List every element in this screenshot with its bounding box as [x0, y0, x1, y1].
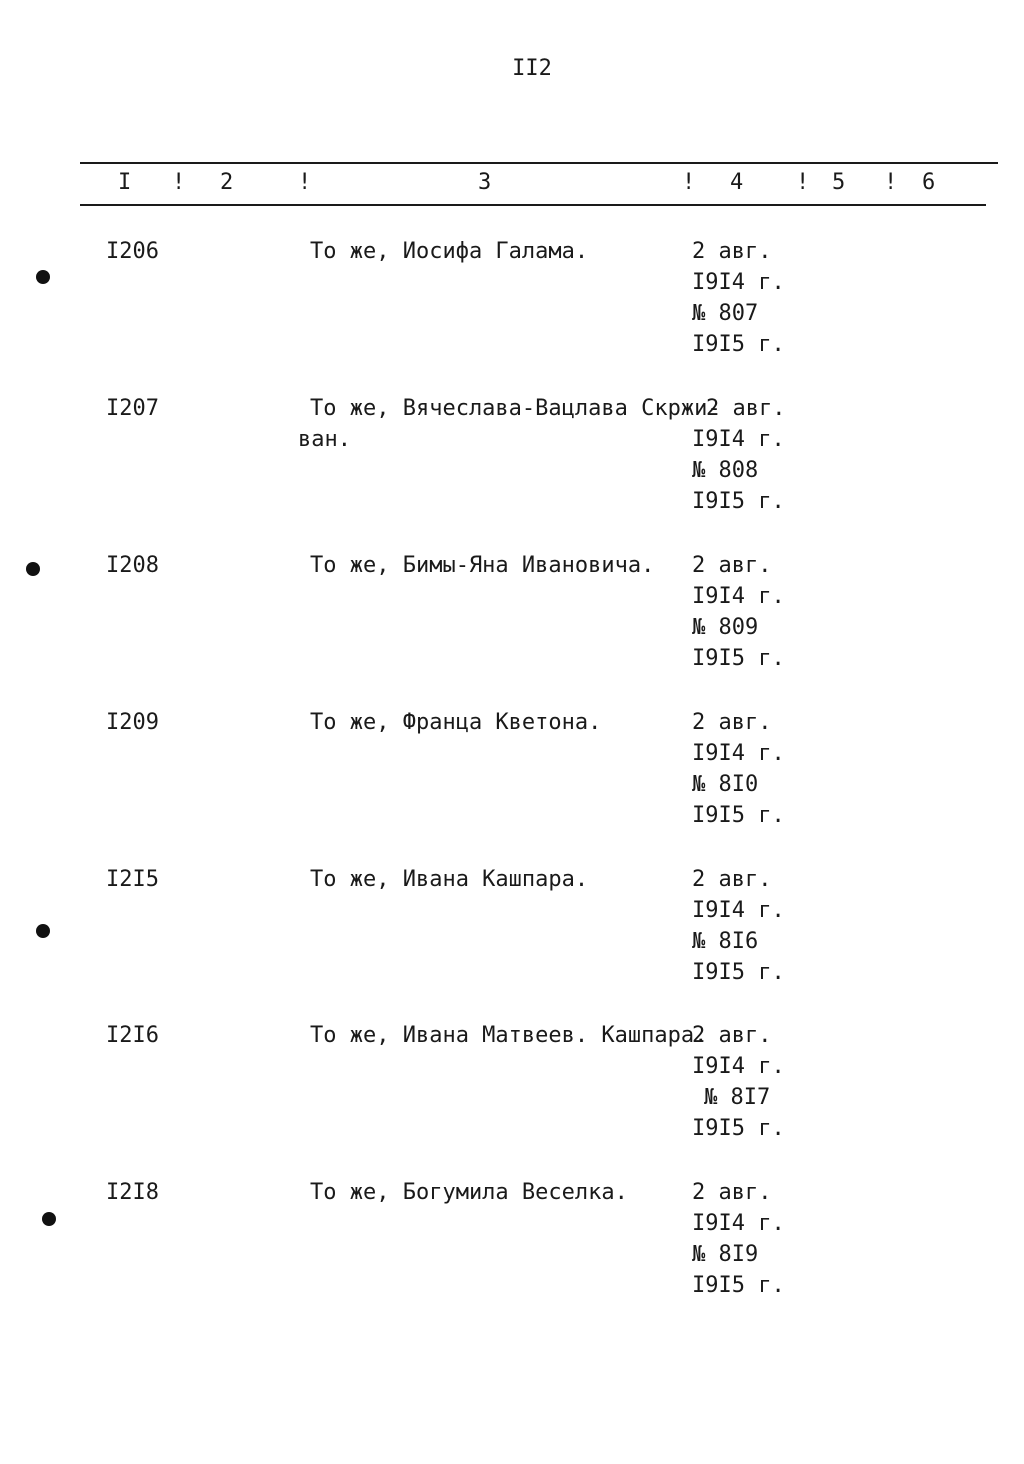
record-dates: [692, 1020, 785, 1144]
reference-number: № 8I0: [692, 772, 759, 797]
record-description: То же, Ивана Кашпара.: [310, 867, 589, 892]
column-header-2: 2: [220, 170, 234, 195]
start-year: I9I4 г.: [692, 427, 785, 452]
start-year: I9I4 г.: [692, 1211, 785, 1236]
start-year: I9I4 г.: [692, 270, 785, 295]
record-description-continuation: ван.: [298, 427, 351, 452]
record-number: I2I6: [106, 1023, 159, 1048]
table-row: [0, 1020, 1024, 1170]
start-date: 2 авг.: [692, 1023, 772, 1048]
record-number: I209: [106, 710, 159, 735]
end-year: I9I5 г.: [692, 803, 785, 828]
record-description: То же, Вячеслава-Вацлава Скржи-: [310, 396, 721, 421]
reference-number: № 809: [692, 615, 759, 640]
reference-number: № 8I7: [704, 1085, 771, 1110]
reference-number: № 808: [692, 458, 759, 483]
record-dates: [692, 236, 785, 360]
start-year: I9I4 г.: [692, 898, 785, 923]
record-description: То же, Богумила Веселка.: [310, 1180, 628, 1205]
table-row: [0, 707, 1024, 857]
punch-hole: [36, 924, 50, 938]
punch-hole: [36, 270, 50, 284]
column-header-5: 5: [832, 170, 846, 195]
reference-number: № 8I6: [692, 929, 759, 954]
end-year: I9I5 г.: [692, 646, 785, 671]
record-number: I208: [106, 553, 159, 578]
record-description: То же, Ивана Матвеев. Кашпара.: [310, 1023, 708, 1048]
start-date: 2 авг.: [692, 1180, 772, 1205]
column-separator: !: [884, 170, 898, 195]
record-number: I2I8: [106, 1180, 159, 1205]
column-header-4: 4: [730, 170, 744, 195]
record-description: То же, Бимы-Яна Ивановича.: [310, 553, 655, 578]
table-row: [0, 1177, 1024, 1327]
column-header-3: 3: [478, 170, 492, 195]
start-year: I9I4 г.: [692, 1054, 785, 1079]
start-date: 2 авг.: [692, 710, 772, 735]
start-date: 2 авг.: [692, 553, 772, 578]
record-dates: [692, 424, 785, 517]
table-top-rule: [80, 162, 998, 164]
end-year: I9I5 г.: [692, 332, 785, 357]
column-separator: !: [682, 170, 696, 195]
reference-number: № 807: [692, 301, 759, 326]
punch-hole: [26, 562, 40, 576]
table-row: [0, 864, 1024, 1014]
start-date: 2 авг.: [706, 396, 786, 421]
punch-hole: [42, 1212, 56, 1226]
table-header-bottom-rule: [80, 204, 986, 206]
end-year: I9I5 г.: [692, 489, 785, 514]
record-dates: [692, 864, 785, 988]
reference-number: № 8I9: [692, 1242, 759, 1267]
end-year: I9I5 г.: [692, 960, 785, 985]
start-year: I9I4 г.: [692, 741, 785, 766]
column-separator: !: [172, 170, 186, 195]
column-header-1: I: [118, 170, 132, 195]
record-number: I206: [106, 239, 159, 264]
column-header-6: 6: [922, 170, 936, 195]
record-dates: [692, 707, 785, 831]
table-row: [0, 393, 1024, 543]
record-dates: [692, 550, 785, 674]
record-dates: [706, 393, 785, 424]
end-year: I9I5 г.: [692, 1116, 785, 1141]
record-number: I2I5: [106, 867, 159, 892]
column-separator: !: [298, 170, 312, 195]
record-number: I207: [106, 396, 159, 421]
start-date: 2 авг.: [692, 239, 772, 264]
start-date: 2 авг.: [692, 867, 772, 892]
page-number: II2: [512, 56, 552, 81]
table-row: [0, 550, 1024, 700]
start-year: I9I4 г.: [692, 584, 785, 609]
record-dates: [692, 1177, 785, 1301]
end-year: I9I5 г.: [692, 1273, 785, 1298]
table-row: [0, 236, 1024, 386]
record-description: То же, Франца Кветона.: [310, 710, 602, 735]
record-description: То же, Иосифа Галама.: [310, 239, 589, 264]
column-separator: !: [796, 170, 810, 195]
